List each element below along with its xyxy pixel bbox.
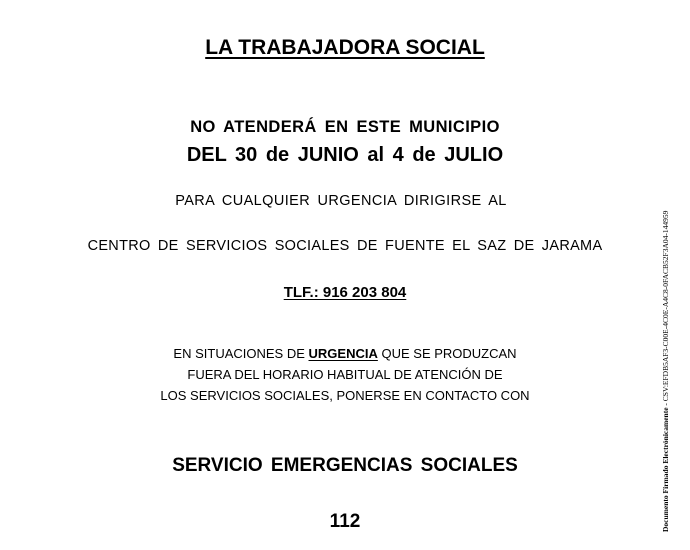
urgency-emphasis: URGENCIA (308, 346, 378, 361)
center-name: CENTRO DE SERVICIOS SOCIALES DE FUENTE EL SAZ DE JARAMA (87, 238, 603, 254)
electronic-signature-stamp (662, 211, 670, 532)
page-title: LA TRABAJADORA SOCIAL (205, 36, 485, 59)
paragraph-line-3: LOS SERVICIOS SOCIALES, PONERSE EN CONTACTO CON (160, 388, 530, 403)
notice-line-1: NO ATENDERÁ EN ESTE MUNICIPIO (190, 118, 500, 136)
service-name: SERVICIO EMERGENCIAS SOCIALES (172, 455, 518, 476)
signature-csv: - CSV:EFDB5AF3-C00E-4C0E-A4C8-0FACB52F3A04-144959 (661, 210, 670, 408)
urgency-instruction: PARA CUALQUIER URGENCIA DIRIGIRSE AL (175, 193, 507, 209)
emergency-number: 112 (329, 511, 361, 532)
signature-label: Documento Firmado Electrónicamente (661, 407, 670, 532)
phone-number: TLF.: 916 203 804 (283, 284, 407, 301)
paragraph-line-1: EN SITUACIONES DE URGENCIA QUE SE PRODUZCAN (173, 346, 517, 361)
paragraph-line-2: FUERA DEL HORARIO HABITUAL DE ATENCIÓN DE (187, 367, 503, 382)
notice-dates: DEL 30 de JUNIO al 4 de JULIO (186, 144, 504, 166)
